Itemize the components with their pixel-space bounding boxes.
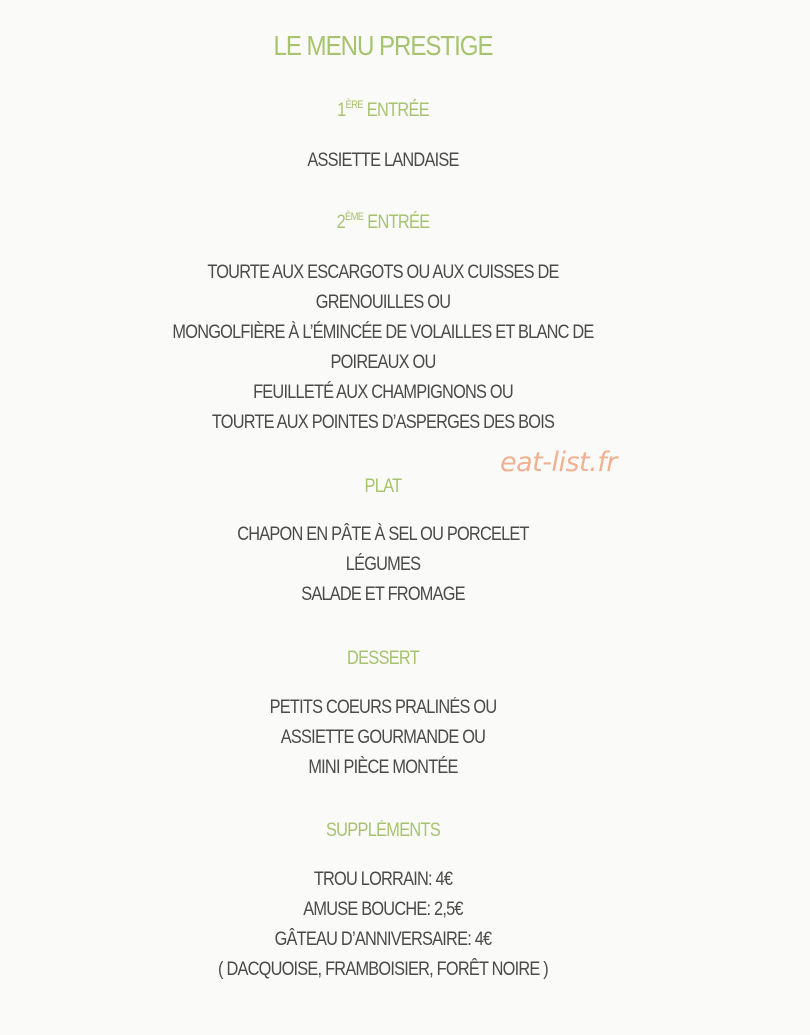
section-items-dessert [54, 693, 713, 783]
menu-item: FEUILLETÉ AUX CHAMPIGNONS OU [253, 382, 513, 403]
section-items-plat [54, 520, 713, 610]
heading-label: ENTRÉE [363, 212, 430, 233]
menu-item: ( DACQUOISE, FRAMBOISIER, FORÊT NOIRE ) [218, 959, 548, 980]
menu-item: TOURTE AUX ESCARGOTS OU AUX CUISSES DE [207, 262, 559, 283]
menu-title: LE MENU PRESTIGE [273, 30, 493, 61]
heading-ordinal: ÈRE [345, 99, 363, 111]
heading-label: ENTRÉE [362, 100, 429, 121]
menu-item: PETITS COEURS PRALINÉS OU [269, 697, 497, 718]
section-heading-dessert [54, 645, 713, 673]
section-items-supplements [54, 865, 713, 985]
heading-number: 1 [337, 100, 346, 121]
section-items-second-entree [54, 258, 713, 438]
menu-item: LÉGUMES [345, 554, 421, 575]
section-heading-supplements [54, 817, 713, 845]
menu-item: GÂTEAU D’ANNIVERSAIRE: 4€ [274, 929, 492, 950]
menu-item: ASSIETTE LANDAISE [307, 150, 459, 171]
menu-item: AMUSE BOUCHE: 2,5€ [303, 899, 463, 920]
heading-ordinal: ÈME [344, 211, 364, 223]
section-heading-first-entree [54, 97, 713, 125]
heading-number: 2 [336, 212, 345, 233]
menu-item: MONGOLFIÈRE À L’ÉMINCÉE DE VOLAILLES ET BLANC DE [172, 322, 594, 343]
menu-item: ASSIETTE GOURMANDE OU [280, 727, 486, 748]
menu-item: MINI PIÈCE MONTÉE [308, 757, 458, 778]
menu-item: CHAPON EN PÂTE À SEL OU PORCELET [237, 524, 529, 545]
menu-item: TOURTE AUX POINTES D’ASPERGES DES BOIS [211, 412, 555, 433]
heading-label: SUPPLÉMENTS [325, 820, 441, 841]
menu-item: SALADE ET FROMAGE [301, 584, 465, 605]
section-heading-second-entree [54, 209, 713, 237]
heading-label: PLAT [364, 476, 402, 497]
menu-item: GRENOUILLES OU [315, 292, 451, 313]
menu-item: TROU LORRAIN: 4€ [313, 869, 453, 890]
menu-item: POIREAUX OU [330, 352, 436, 373]
heading-label: DESSERT [346, 648, 420, 669]
watermark: eat-list.fr [500, 447, 617, 478]
section-items-first-entree [54, 146, 713, 176]
